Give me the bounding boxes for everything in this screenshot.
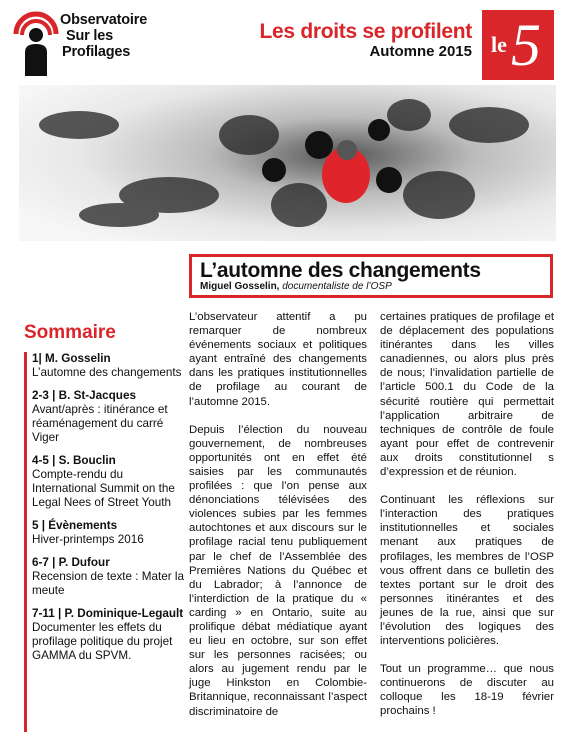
article-title-box xyxy=(189,254,553,298)
logo-line-1: Observatoire xyxy=(60,12,148,28)
sommaire-item xyxy=(27,454,185,510)
sommaire-item-head: 1| M. Gosselin xyxy=(32,352,111,365)
sommaire-item-head: 7-11 | P. Dominique-Legault xyxy=(32,607,184,620)
sommaire-item-text: Recension de texte : Mater la meute xyxy=(32,570,185,597)
sommaire-item-text: Documenter les effets du profilage politique du projet GAMMA du SPVM. xyxy=(32,621,173,662)
article-column-2 xyxy=(380,310,554,733)
sommaire-item-text: Compte-rendu du International Summit on the Legal Nees of Street Youth xyxy=(32,468,175,509)
sommaire-item xyxy=(27,389,185,445)
issue-prefix: le xyxy=(491,32,507,57)
sommaire-item-text: Avant/après : itinérance et réaménagement du carré Viger xyxy=(32,403,168,444)
sommaire-title: Sommaire xyxy=(24,322,116,343)
issue-number: 5 xyxy=(511,12,541,78)
sommaire-item-head: 5 | Évènements xyxy=(32,519,118,532)
sommaire-item-head: 2-3 | B. St-Jacques xyxy=(32,389,136,402)
sommaire-item xyxy=(27,607,185,663)
article-paragraph: certaines pratiques de profilage et de déplacement des populations itinérantes dans les villes canadiennes, ou alors plus près de nous; l’invalidation partielle de l’article 500.1 du Code de la sécurité routière qui permettait l’application arbitraire de techniques de contrôle de foule ayant pour effet de contrevenir aux droits constitutionnel s d’expression et de réunion. xyxy=(380,311,554,479)
article-paragraph: Tout un programme… que nous continuerons de discuter au colloque les 18-19 février prochains ! xyxy=(380,663,554,718)
sommaire-item-text: Hiver-printemps 2016 xyxy=(32,533,144,546)
crowd-photo xyxy=(19,85,556,241)
observatory-target-icon xyxy=(12,8,60,80)
sommaire-item xyxy=(27,556,185,598)
article-paragraph: Continuant les réflexions sur l’interaction des pratiques institutionnelles et sociales menant aux pratiques de profilages, les membres de l’OSP vous offrent dans ce bulletin des textes portant sur le droit des personnes itinérantes et des jeunes de la rue, ainsi que sur l’évolution des logiques des interventions policières. xyxy=(380,494,554,648)
newsletter-season: Automne 2015 xyxy=(369,43,472,60)
sommaire-item xyxy=(27,352,185,380)
osp-logo xyxy=(12,8,152,80)
logo-line-2: Sur les xyxy=(66,28,113,44)
article-title: L’automne des changements xyxy=(200,259,481,282)
author-role: documentaliste de l’OSP xyxy=(279,281,392,292)
issue-badge xyxy=(482,10,554,80)
article-paragraph: L’observateur attentif a pu remarquer de nombreux événements sociaux et politiques ayant entraîné des changements dans les pratiques institutionnelles de profilage au courant de l’automne 2015. xyxy=(189,311,367,408)
logo-line-3: Profilages xyxy=(62,44,131,60)
author-name: Miguel Gosselin, xyxy=(200,281,280,292)
sommaire-item xyxy=(27,519,185,547)
sommaire-item-head: 6-7 | P. Dufour xyxy=(32,556,110,569)
sommaire-item-text: L’automne des changements xyxy=(32,366,182,379)
article-byline xyxy=(200,281,392,292)
sommaire-item-head: 4-5 | S. Bouclin xyxy=(32,454,116,467)
newsletter-title: Les droits se profilent xyxy=(259,20,472,43)
article-column-1 xyxy=(189,310,367,733)
article-paragraph: Depuis l’élection du nouveau gouvernement, de nombreuses opportunités ont en effet été saisies par les communautés profilées : que l’on pense aux dénonciations télévisées des violences subies par les femmes autochtones et aux discours sur le profilage racial tenu publiquement par le chef de l’Assemblée des Premières Nations du Québec et du Labrador; à l’annonce de l’interdiction de la pratique du « carding » en Ontario, suite au prolifique débat médiatique ayant eu lieu en octobre, sur son effet sur les personnes racisées; ou alors au jugement rendu par le juge Hinkston en Colombie-Britannique, reconnaissant l’aspect discriminatoire de xyxy=(189,423,367,718)
sommaire-list xyxy=(24,352,185,732)
